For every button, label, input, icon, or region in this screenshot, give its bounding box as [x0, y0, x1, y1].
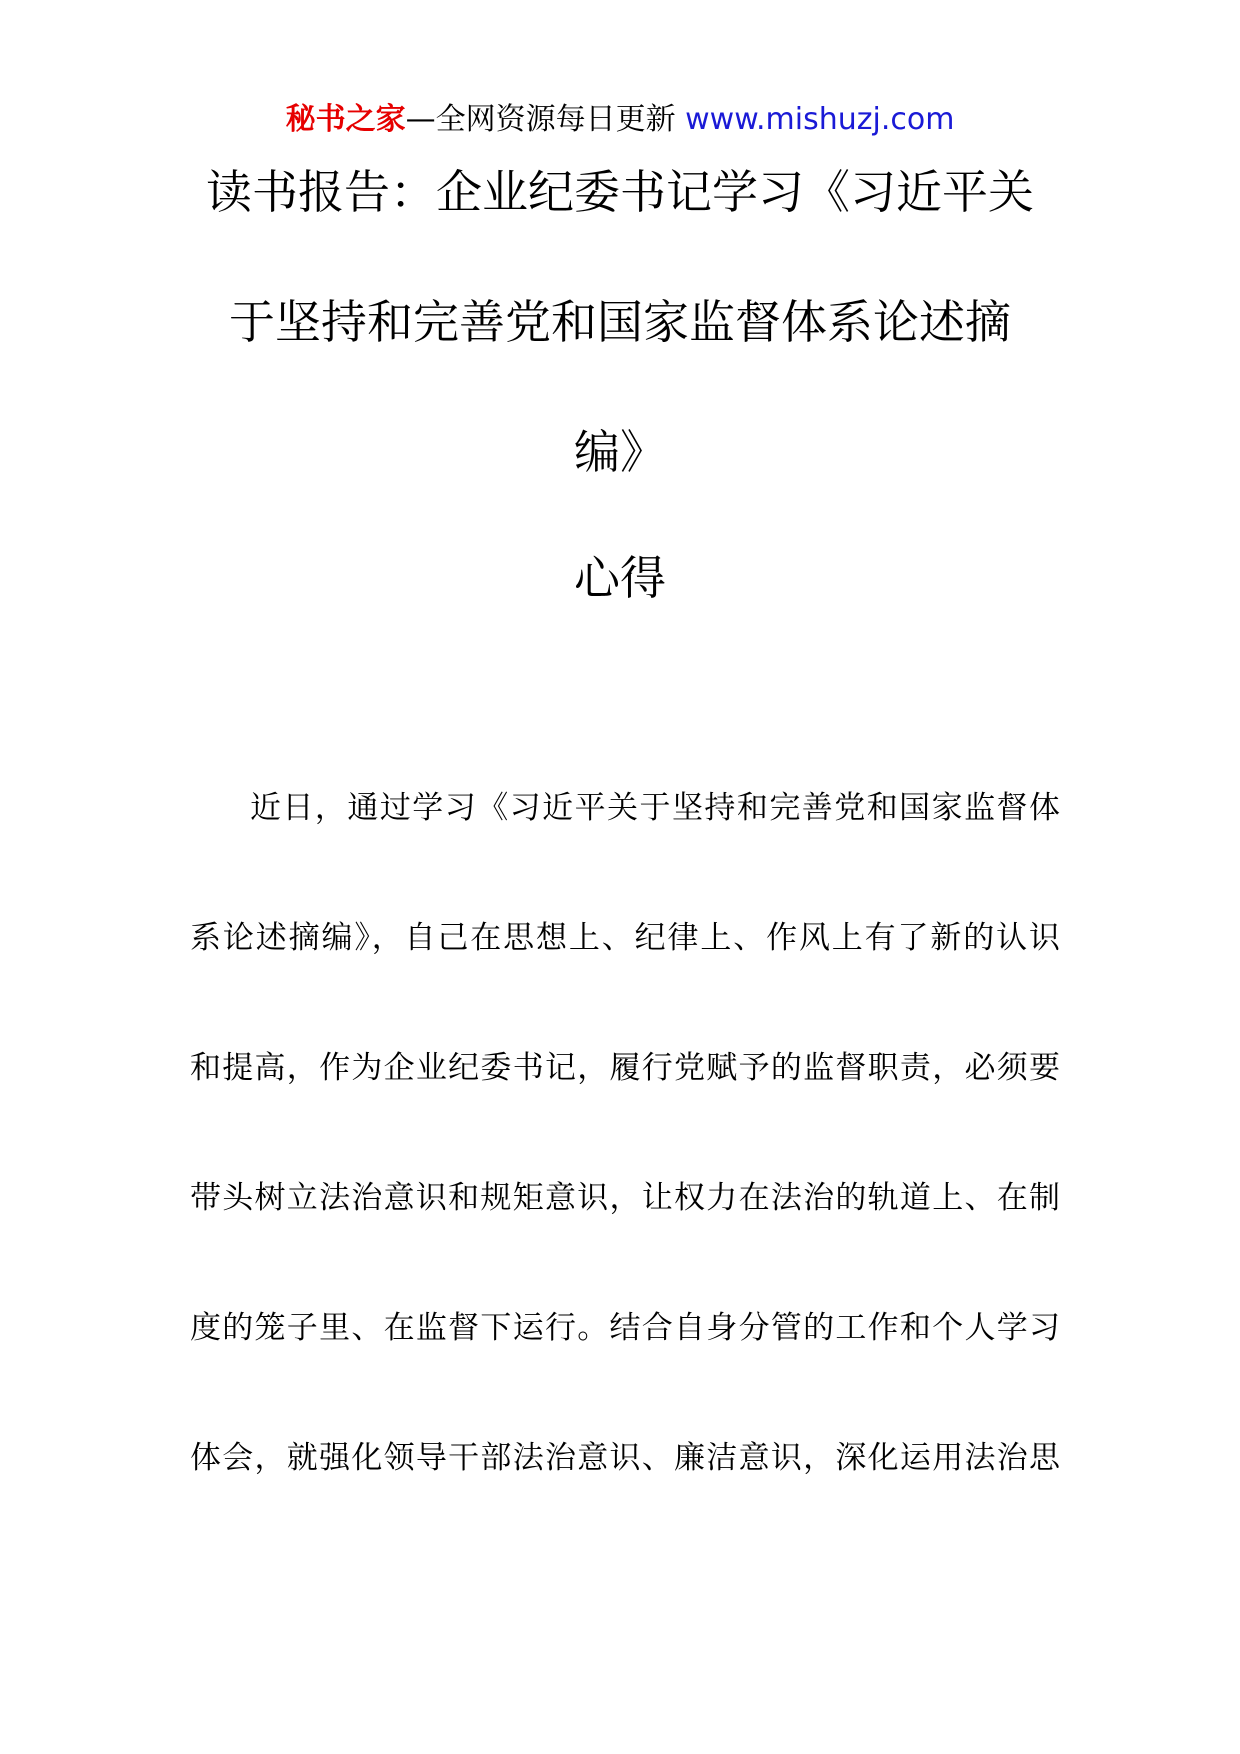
document-title-line-2: 于坚持和完善党和国家监督体系论述摘: [229, 295, 1011, 349]
document-title-line-1: 读书报告：企业纪委书记学习《习近平关: [206, 165, 1034, 219]
body-paragraph-line-2: 系论述摘编》，自己在思想上、纪律上、作风上有了新的认识: [190, 920, 1060, 956]
body-paragraph-line-6: 体会，就强化领导干部法治意识、廉洁意识，深化运用法治思: [190, 1440, 1060, 1476]
site-tagline: —全网资源每日更新: [405, 102, 686, 137]
document-subtitle: 心得: [574, 551, 666, 605]
site-url-link[interactable]: www.mishuzj.com: [685, 102, 955, 137]
document-title-line-3: 编》: [574, 425, 666, 479]
site-name: 秘书之家: [285, 102, 406, 137]
body-paragraph-line-1: 近日，通过学习《习近平关于坚持和完善党和国家监督体: [250, 790, 1060, 826]
body-paragraph-line-5: 度的笼子里、在监督下运行。结合自身分管的工作和个人学习: [190, 1310, 1060, 1346]
body-paragraph-line-3: 和提高，作为企业纪委书记，履行党赋予的监督职责，必须要: [190, 1050, 1060, 1086]
site-header: [0, 100, 1240, 140]
body-paragraph-line-4: 带头树立法治意识和规矩意识，让权力在法治的轨道上、在制: [190, 1180, 1060, 1216]
